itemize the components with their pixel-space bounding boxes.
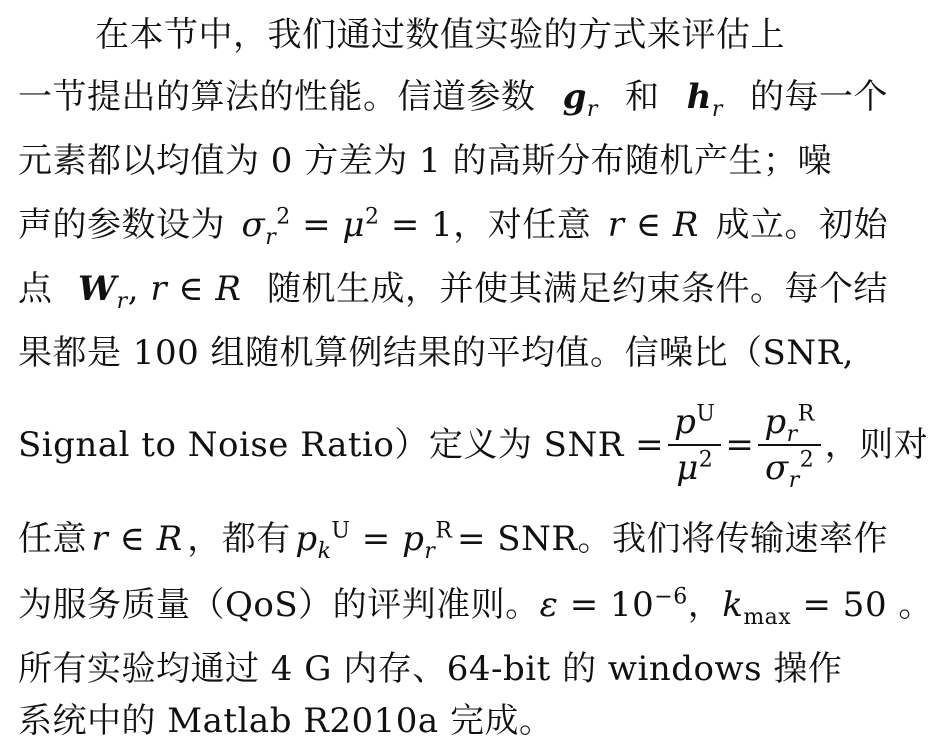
text-line-2	[18, 76, 888, 122]
line-2-and: 和	[625, 77, 660, 117]
line-1-text: 在本节中，我们通过数值实验的方式来评估上	[95, 15, 785, 55]
var-p: p	[402, 519, 425, 559]
var-p: p	[764, 402, 787, 442]
equals-sign: =	[361, 519, 391, 559]
line-5-prefix: 点	[18, 269, 53, 309]
line-11-text: 系统中的 Matlab R2010a 完成。	[18, 701, 554, 741]
sub-r: r	[586, 96, 598, 122]
text-line-5	[18, 268, 888, 314]
sigma-symbol: σ	[764, 448, 789, 488]
var-r: r	[150, 269, 168, 309]
sub-max: max	[743, 604, 792, 630]
text-line-6	[18, 332, 888, 374]
noise-param-formula	[241, 204, 592, 250]
fraction-denominator	[759, 446, 820, 493]
line-2-prefix: 一节提出的算法的性能。信道参数	[18, 77, 536, 117]
equals-sign: =	[725, 425, 755, 465]
sub-r: r	[424, 538, 436, 564]
line-4-suffix: 成立。初始	[715, 205, 888, 245]
line-4-prefix: 声的参数设为	[18, 205, 225, 245]
fraction-numerator	[758, 402, 820, 446]
text-line-9	[18, 584, 933, 630]
fraction-denominator	[670, 446, 719, 488]
line-6-text: 果都是 100 组随机算例结果的平均值。信噪比（SNR,	[18, 333, 854, 373]
sup-U: U	[331, 518, 351, 544]
var-k: k	[722, 585, 744, 625]
text-line-3	[18, 140, 888, 182]
line-10-text: 所有实验均通过 4 G 内存、64-bit 的 windows 操作	[18, 649, 843, 689]
sub-r: r	[116, 288, 128, 314]
line-9-prefix: 为服务质量（QoS）的评判准则。	[18, 585, 540, 625]
mu-symbol: μ	[342, 205, 366, 245]
line-5-suffix: 随机生成，并使其满足约束条件。每个结	[266, 269, 888, 309]
var-r: r	[91, 519, 109, 559]
equals-one: = 1，对任意	[390, 205, 592, 245]
sub-r: r	[265, 224, 277, 250]
fraction-pU-over-mu2	[668, 402, 721, 488]
power-2: 2	[365, 204, 380, 230]
power-2: 2	[799, 447, 815, 473]
var-h: h	[686, 77, 712, 117]
sup-R: R	[797, 401, 815, 427]
var-p: p	[674, 402, 697, 442]
line-8-mid: ，都有	[187, 519, 291, 559]
element-of-symbol: ∈	[119, 519, 146, 559]
set-R: R	[156, 519, 183, 559]
var-r: r	[607, 205, 625, 245]
fraction-numerator	[668, 402, 721, 446]
fraction-pR-over-sigma2	[758, 401, 820, 493]
sub-k: k	[317, 538, 332, 564]
init-point-W: $W_r$, r ∈ R	[77, 269, 242, 314]
text-line-1	[95, 14, 888, 56]
power-2: 2	[698, 447, 714, 473]
line-7-suffix: ，则对	[824, 425, 929, 465]
sup-R: R	[435, 518, 453, 544]
mu-symbol: μ	[676, 448, 699, 488]
power-2: 2	[276, 204, 291, 230]
exponent-neg6: −6	[654, 584, 688, 610]
comma-separator: ，	[687, 585, 723, 625]
text-line-4	[18, 204, 888, 250]
snr-definition-prefix: Signal to Noise Ratio）定义为 SNR =	[18, 425, 665, 465]
sub-r: r	[788, 467, 800, 493]
for-any-r	[608, 204, 699, 246]
text-line-8	[18, 518, 888, 564]
epsilon-setting	[540, 584, 688, 626]
power-equality	[295, 518, 453, 564]
line-8-prefix: 任意	[18, 519, 87, 559]
sub-r: r	[711, 96, 723, 122]
channel-param-g	[562, 76, 598, 122]
for-any-r	[92, 518, 183, 560]
sigma-symbol: σ	[241, 205, 266, 245]
text-line-10	[18, 648, 888, 690]
line-3-text: 元素都以均值为 0 方差为 1 的高斯分布随机产生；噪	[18, 141, 832, 181]
element-of-symbol: ∈	[635, 205, 662, 245]
line-2-suffix: 的每一个	[749, 77, 888, 117]
text-line-11	[18, 700, 888, 742]
line-8-suffix: = SNR。我们将传输速率作	[457, 519, 888, 559]
epsilon-value: = 10	[569, 585, 655, 625]
var-W: W	[77, 269, 117, 309]
set-R: R	[215, 269, 242, 309]
channel-param-h	[686, 76, 723, 122]
sub-r: r	[786, 421, 798, 447]
var-g: g	[562, 77, 587, 117]
sup-U: U	[696, 401, 716, 427]
element-of-symbol: ∈	[178, 269, 205, 309]
kmax-setting	[722, 584, 933, 630]
text-line-7	[18, 390, 929, 500]
kmax-value: = 50 。	[802, 585, 933, 625]
var-p: p	[295, 519, 318, 559]
epsilon-symbol: ε	[539, 585, 559, 625]
equals-sign: =	[302, 205, 332, 245]
set-R: R	[672, 205, 699, 245]
